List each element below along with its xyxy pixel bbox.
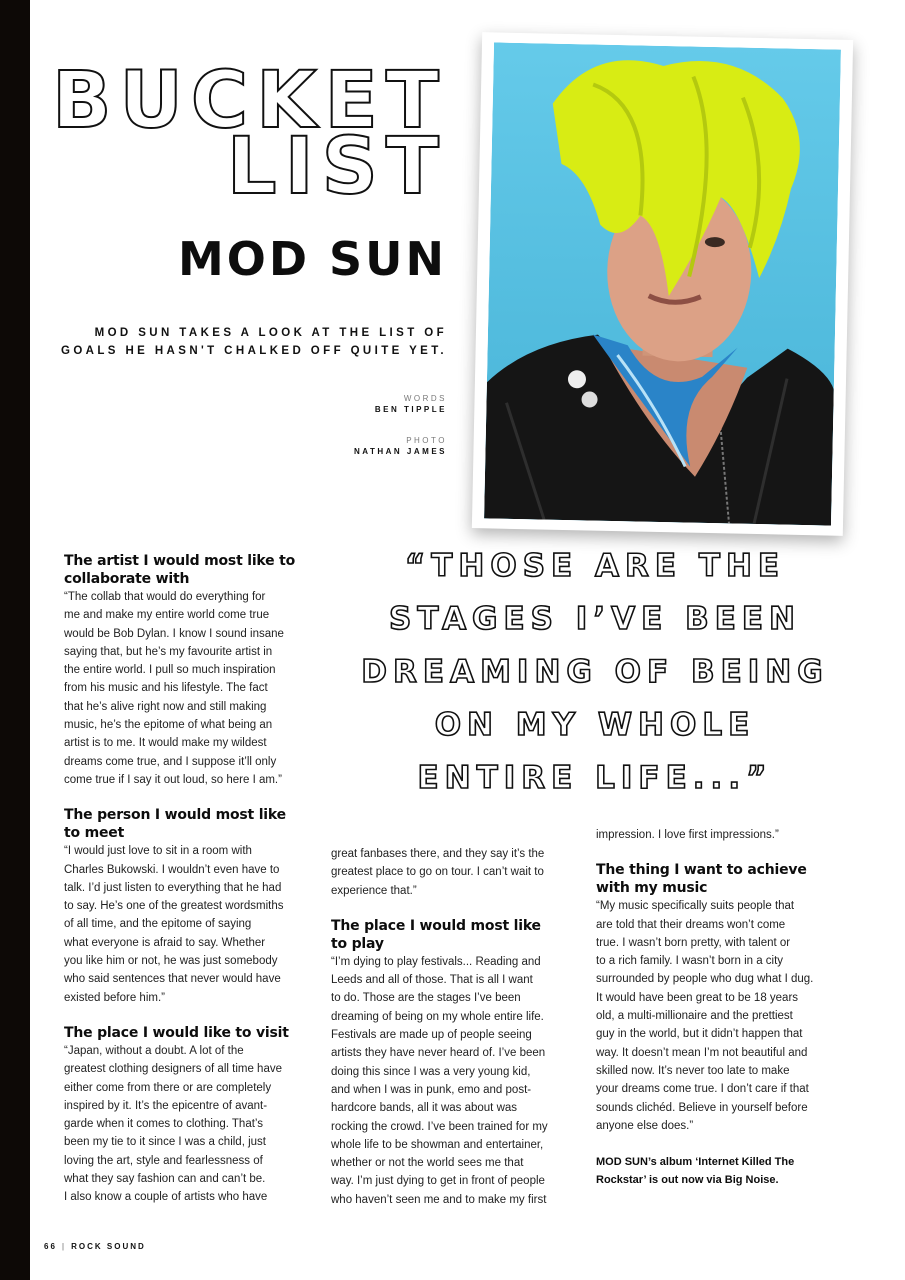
body-line: to a rich family. I wasn’t born in a city: [596, 955, 784, 968]
title-list: LIST: [226, 122, 447, 212]
body-line: impression. I love first impressions.”: [596, 829, 779, 841]
body-line: saying that, but he’s my favourite artist in: [64, 645, 273, 658]
folio-divider: |: [61, 1242, 67, 1251]
body-line: rocking the crowd. I’ve been trained for my: [331, 1120, 548, 1133]
body-line: are told that their dreams won’t come: [596, 918, 786, 931]
album-footnote: [596, 1153, 858, 1189]
body-line: whole life to be showman and entertainer,: [331, 1138, 544, 1151]
article-column-3: [596, 826, 858, 1189]
body-line: “The collab that would do everything for: [64, 591, 266, 603]
body-line: and when I was in punk, emo and post-: [331, 1083, 532, 1096]
standfirst-line: MOD SUN TAKES A LOOK AT THE LIST OF: [94, 327, 447, 339]
body-line: way. It doesn’t mean I’m not beautiful and: [596, 1046, 808, 1059]
body-line: experience that.”: [331, 884, 417, 897]
section-heading: [64, 1024, 326, 1042]
pull-quote-line: ON MY WHOLE: [434, 707, 756, 743]
page-number: 66: [44, 1242, 57, 1251]
body-line: Leeds and all of those. That is all I want: [331, 974, 533, 987]
body-line: to do. Those are the stages I’ve been: [331, 992, 521, 1005]
body-line: the entire world. I pull so much inspiration: [64, 664, 276, 677]
body-line: hardcore bands, all it was about was: [331, 1102, 518, 1115]
magazine-name: ROCK SOUND: [71, 1242, 146, 1251]
heading-line: The place I would most like: [331, 917, 541, 934]
body-line: loving the art, style and fearlessness of: [64, 1154, 263, 1167]
body-line: “I’m dying to play festivals... Reading and: [331, 955, 541, 968]
body-line: who haven’t seen me and to make my first: [331, 1193, 547, 1206]
body-line: greatest place to go on tour. I can’t wait to: [331, 866, 544, 879]
section-heading: [64, 806, 326, 842]
body-line: true. I wasn’t born pretty, with talent or: [596, 936, 791, 949]
words-label: WORDS: [403, 394, 447, 403]
body-line: doing this since I was a very young kid,: [331, 1065, 531, 1078]
section-body-visit-cont: [331, 845, 593, 900]
body-line: that he’s alive right now and still making: [64, 700, 267, 713]
body-line: dreaming of being on my whole entire life.: [331, 1010, 544, 1023]
heading-line: The person I would most like: [64, 807, 286, 824]
article-column-2: [331, 845, 593, 1209]
body-line: anyone else does.”: [596, 1119, 694, 1132]
body-line: artists they have never heard of. I’ve been: [331, 1047, 546, 1060]
section-body-achieve: [596, 897, 858, 1135]
body-line: of all time, and the epitome of saying: [64, 918, 252, 931]
body-line: music, he’s the epitome of what being an: [64, 719, 273, 732]
title-bucket: BUCKET: [52, 56, 447, 146]
body-line: your dreams come true. I don’t care if that: [596, 1083, 809, 1096]
body-line: from his music and his lifestyle. The fact: [64, 682, 268, 695]
standfirst-line: GOALS HE HASN'T CHALKED OFF QUITE YET.: [60, 345, 447, 357]
body-line: what they say fashion can and can’t be.: [64, 1173, 266, 1186]
body-line: artist is to me. It would make my wildest: [64, 737, 267, 750]
body-line: you like him or not, he was just somebody: [64, 955, 278, 968]
pull-quote: [345, 540, 845, 805]
pull-quote-line: STAGES I’VE BEEN: [389, 601, 801, 637]
words-credit: BEN TIPPLE: [374, 405, 447, 414]
body-line: I also know a couple of artists who have: [64, 1191, 268, 1204]
heading-line: The artist I would most like to: [64, 553, 296, 569]
pull-quote-line: “THOSE ARE THE: [404, 548, 786, 584]
photo-credit: NATHAN JAMES: [354, 447, 447, 456]
footnote-line: Rockstar’ is out now via Big Noise.: [596, 1174, 779, 1187]
body-line: who said sentences that never would have: [64, 973, 281, 986]
body-line: great fanbases there, and they say it’s the: [331, 848, 545, 860]
body-line: guy in the world, but it didn’t happen that: [596, 1028, 803, 1041]
portrait-photo: [484, 42, 841, 525]
section-heading: [596, 861, 858, 897]
body-line: been my tie to it since I was a child, just: [64, 1136, 266, 1149]
section-heading: [64, 552, 326, 588]
body-line: what everyone is afraid to say. Whether: [64, 936, 266, 949]
body-line: would be Bob Dylan. I know I sound insane: [64, 627, 284, 640]
body-line: come true if I say it out loud, so here I am.”: [64, 773, 282, 786]
heading-line: to meet: [64, 825, 125, 842]
section-body-artist: [64, 588, 326, 789]
footnote-line: MOD SUN’s album ‘Internet Killed The: [596, 1156, 795, 1169]
section-body-visit: [64, 1042, 326, 1207]
section-heading: [331, 917, 593, 953]
subject-headline: MOD SUN: [177, 232, 447, 286]
heading-line: The place I would like to visit: [64, 1024, 289, 1041]
body-line: way. I’m just dying to get in front of people: [331, 1175, 545, 1188]
body-line: It would have been great to be 18 years: [596, 991, 799, 1004]
section-body-play: [331, 953, 593, 1209]
body-line: skilled now. It’s never too late to make: [596, 1064, 790, 1077]
body-line: Festivals are made up of people seeing: [331, 1029, 532, 1042]
body-line: me and make my entire world come true: [64, 609, 270, 622]
body-line: old, a multi-millionaire and the prettiest: [596, 1010, 793, 1023]
photo-label: PHOTO: [406, 436, 447, 445]
heading-line: with my music: [596, 880, 708, 897]
body-line: existed before him.”: [64, 991, 165, 1004]
body-line: Charles Bukowski. I wouldn’t even have to: [64, 863, 280, 876]
body-line: whether or not the world sees me that: [331, 1157, 524, 1170]
body-line: garde when it comes to clothing. That’s: [64, 1118, 264, 1131]
pull-quote-line: ENTIRE LIFE...”: [417, 760, 773, 796]
pull-quote-line: DREAMING OF BEING: [361, 654, 829, 690]
body-line: talk. I’d just listen to everything that he had: [64, 881, 282, 894]
body-line: inspired by it. It’s the epicentre of avant-: [64, 1099, 268, 1112]
body-line: to say. He’s one of the greatest wordsmiths: [64, 900, 284, 913]
heading-line: collaborate with: [64, 571, 190, 587]
page-spine: [0, 0, 30, 1280]
body-line: “I would just love to sit in a room with: [64, 845, 252, 858]
section-body-person: [64, 842, 326, 1007]
body-line: sounds clichéd. Believe in yourself before: [596, 1101, 808, 1114]
portrait-photo-frame: [472, 32, 853, 536]
section-body-play-cont: [596, 826, 858, 844]
body-line: “Japan, without a doubt. A lot of the: [64, 1044, 244, 1057]
body-line: either come from there or are completely: [64, 1081, 272, 1094]
standfirst: [27, 324, 447, 360]
heading-line: to play: [331, 935, 384, 952]
article-column-1: [64, 552, 326, 1207]
body-line: dreams come true, and I suppose it’ll only: [64, 755, 277, 768]
body-line: surrounded by people who dug what I dug.: [596, 973, 814, 986]
body-line: greatest clothing designers of all time have: [64, 1063, 282, 1076]
body-line: “My music specifically suits people that: [596, 900, 795, 913]
heading-line: The thing I want to achieve: [596, 862, 807, 879]
page-folio: [44, 1242, 146, 1251]
